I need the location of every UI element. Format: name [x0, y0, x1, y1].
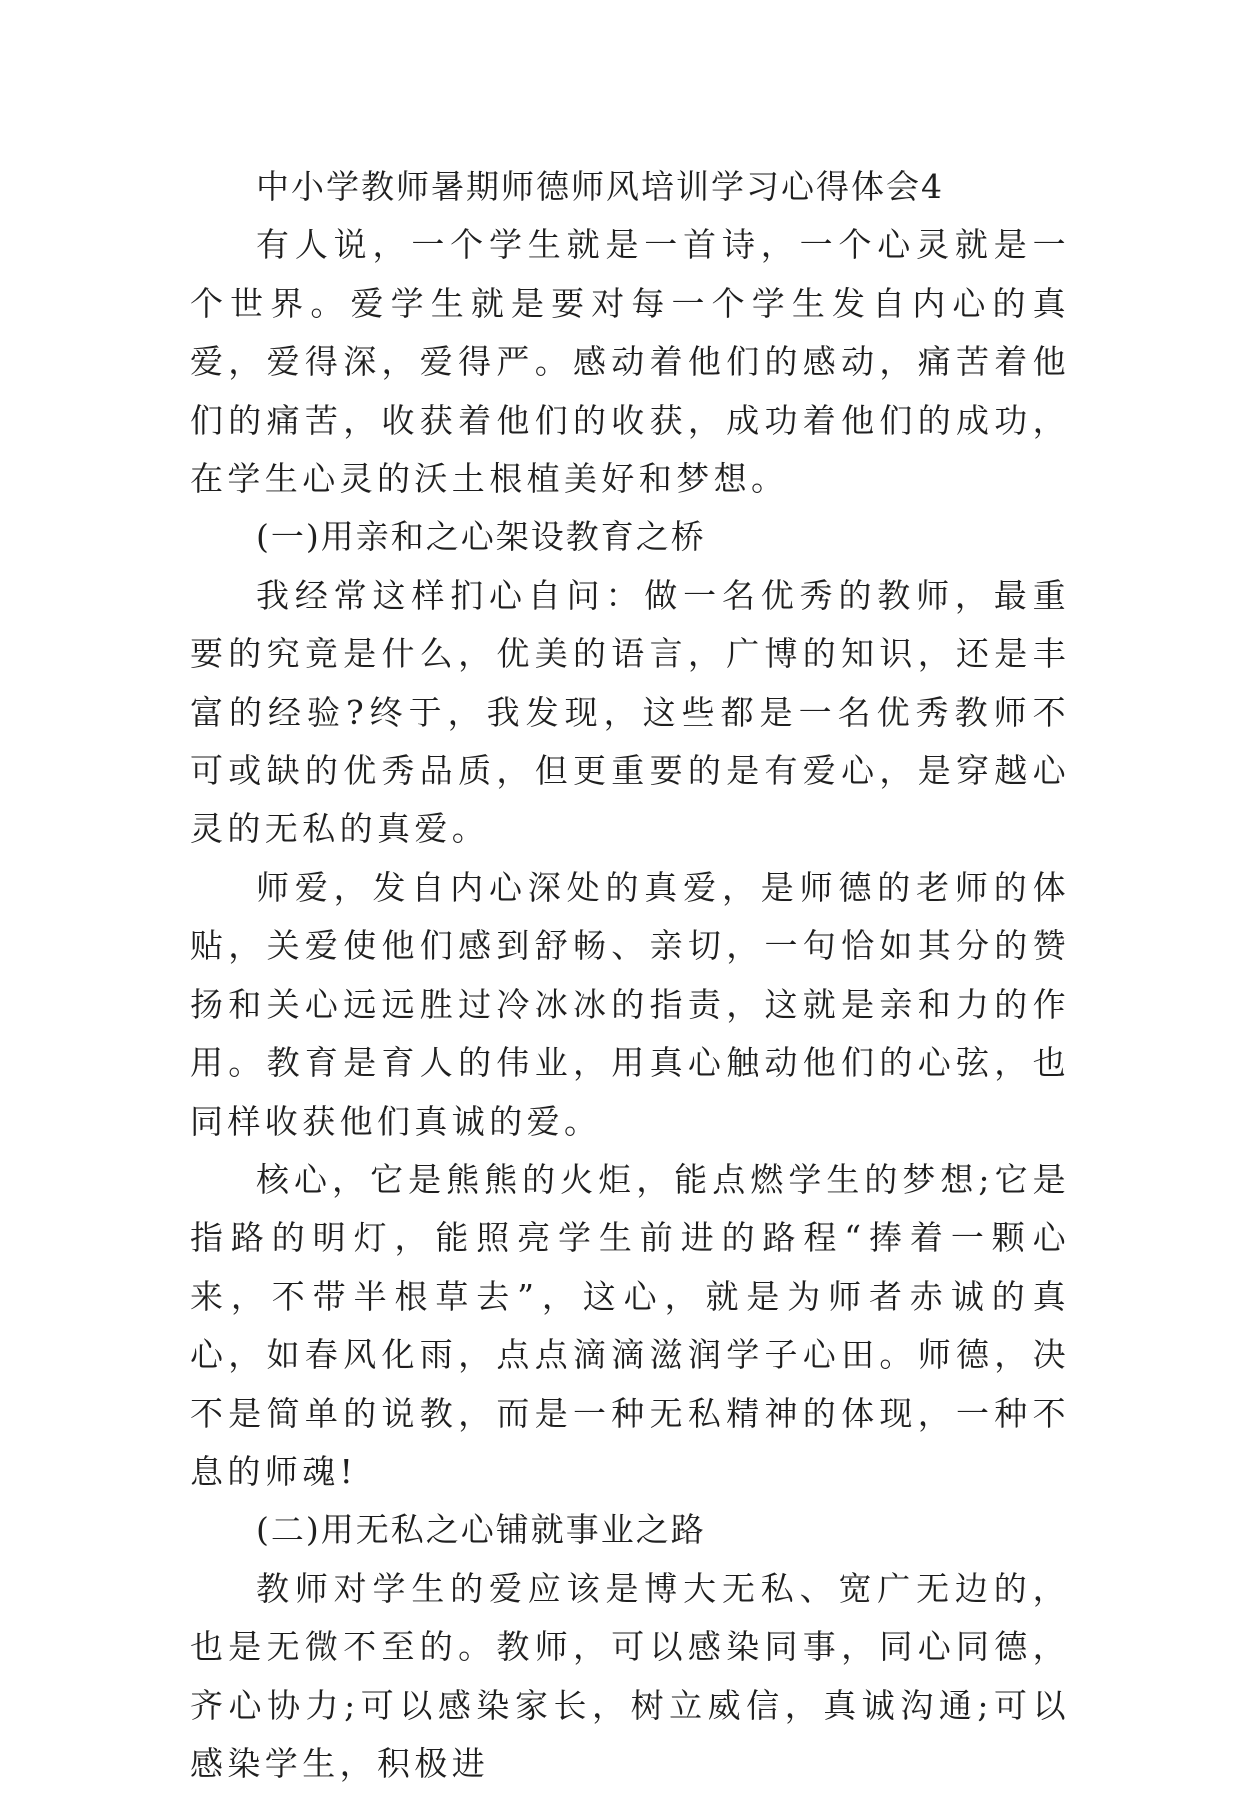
section-heading-1: (一)用亲和之心架设教育之桥	[256, 517, 706, 557]
section-heading-2: (二)用无私之心铺就事业之路	[256, 1510, 706, 1550]
paragraph-3: 师爱，发自内心深处的真爱，是师德的老师的体贴，关爱使他们感到舒畅、亲切，一句恰如其分的赞扬和关心远远胜过冷冰冰的指责，这就是亲和力的作用。教育是育人的伟业，用真心触动他们的心弦，也同样收获他们真诚的爱。	[190, 867, 1070, 1141]
paragraph-5: 教师对学生的爱应该是博大无私、宽广无边的，也是无微不至的。教师，可以感染同事，同心同德，齐心协力;可以感染家长，树立威信，真诚沟通;可以感染学生，积极进	[190, 1568, 1070, 1783]
document-title: 中小学教师暑期师德师风培训学习心得体会4	[256, 167, 944, 206]
paragraph-2: 我经常这样扪心自问：做一名优秀的教师，最重要的究竟是什么，优美的语言，广博的知识，还是丰富的经验?终于，我发现，这些都是一名优秀教师不可或缺的优秀品质，但更重要的是有爱心，是穿越心灵的无私的真爱。	[190, 575, 1070, 849]
paragraph-1: 有人说，一个学生就是一首诗，一个心灵就是一个世界。爱学生就是要对每一个学生发自内心的真爱，爱得深，爱得严。感动着他们的感动，痛苦着他们的痛苦，收获着他们的收获，成功着他们的成功，在学生心灵的沃土根植美好和梦想。	[190, 225, 1070, 499]
document-body	[190, 158, 1070, 1793]
paragraph-4: 核心，它是熊熊的火炬，能点燃学生的梦想;它是指路的明灯，能照亮学生前进的路程“捧着一颗心来，不带半根草去”，这心，就是为师者赤诚的真心，如春风化雨，点点滴滴滋润学子心田。师德，决不是简单的说教，而是一种无私精神的体现，一种不息的师魂!	[190, 1159, 1070, 1491]
